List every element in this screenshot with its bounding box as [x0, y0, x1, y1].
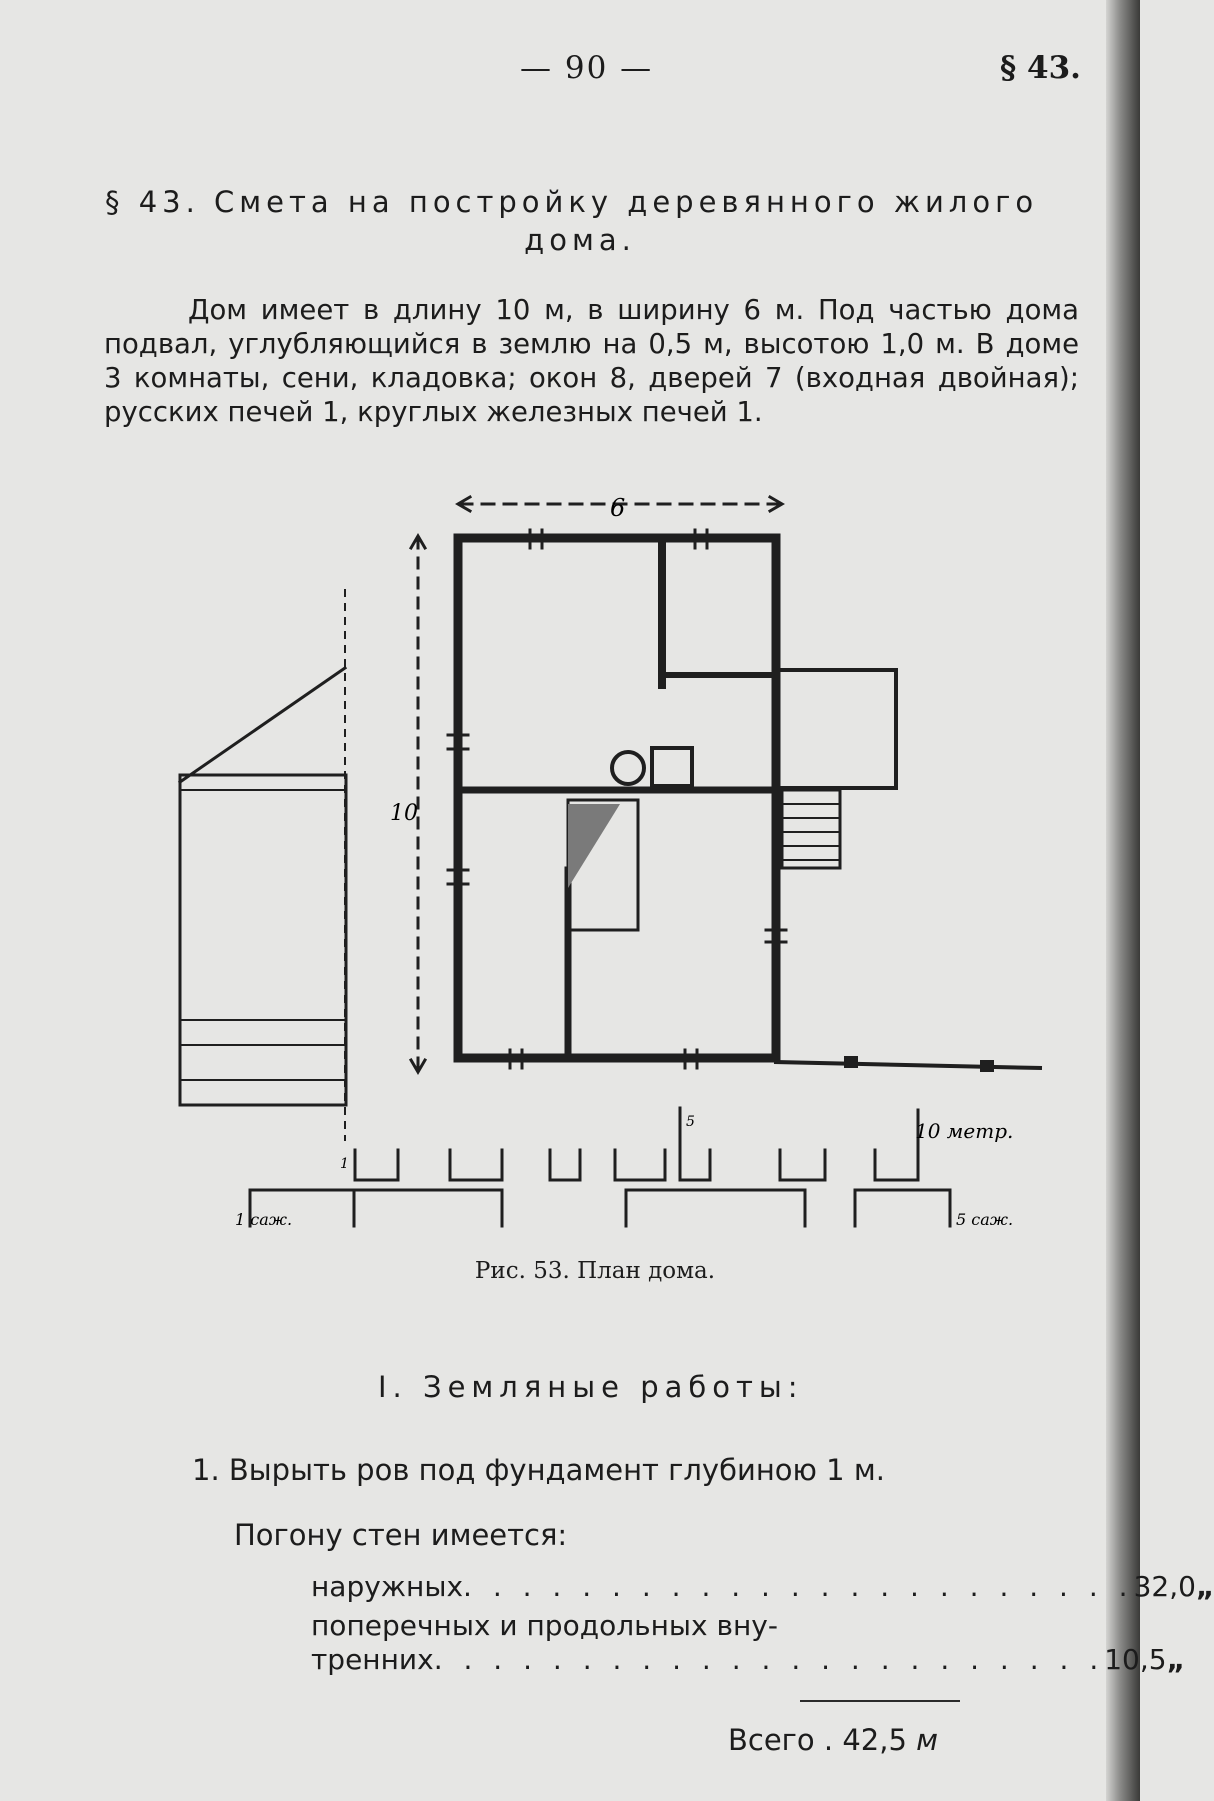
total-unit: м [916, 1723, 939, 1757]
house-plan-figure [150, 490, 1050, 1250]
elevation-wall [180, 775, 346, 1105]
stove-hatch [568, 804, 620, 888]
leader-dots: . . . . . . . . . . . . . . . . . . . . . . . [463, 1570, 1134, 1603]
section-mark: § 43. [1000, 50, 1081, 86]
earthwork-heading: I. Земляные работы: [378, 1370, 804, 1404]
scale-bottom-end: 5 саж. [956, 1210, 1014, 1229]
stair-steps [782, 804, 840, 860]
porch-stairs [782, 790, 840, 868]
row-unit: „ [1195, 1570, 1214, 1603]
section-title [105, 183, 1085, 259]
row-label: тренних [311, 1643, 434, 1676]
sum-divider [800, 1700, 960, 1702]
sazhen-scale-bar [250, 1190, 950, 1226]
leader-dots: . . . . . . . . . . . . . . . . . . . . . . . [433, 1643, 1105, 1676]
row-value: 10,5 [1104, 1643, 1167, 1676]
row-unit: „ [1166, 1643, 1185, 1676]
fence-line [776, 1062, 1040, 1068]
metric-scale-bar [355, 1108, 918, 1180]
table-row [311, 1643, 1185, 1676]
porch [776, 670, 896, 788]
width-label: 6 [610, 494, 626, 522]
elevation-roof [180, 668, 345, 782]
intro-paragraph: Дом имеет в длину 10 м, в ширину 6 м. Под частью дома подвал, углубляющийся в землю на 0,5 м, высотою 1,0 м. В доме 3 комнаты, сени, кладовка; окон 8, дверей 7 (входная двойная); русских печей 1, круглых железных печей 1. [104, 294, 1079, 428]
row-value: 32,0 [1133, 1570, 1196, 1603]
item-1-subheading: Погону стен имеется: [234, 1518, 568, 1552]
scale-top-end: 10 метр. [915, 1119, 1014, 1143]
total-row: Всего . 42,5 м [728, 1723, 939, 1757]
scale-bottom-start: 1 саж. [235, 1210, 293, 1229]
item-1: 1. Вырыть ров под фундамент глубиною 1 м. [192, 1453, 885, 1487]
page-edge-shadow [1106, 0, 1140, 1801]
round-iron-stove [612, 752, 644, 784]
row-label-line1: поперечных и продольных вну- [311, 1609, 778, 1642]
table-row [311, 1570, 1214, 1603]
elevation-logs [180, 790, 346, 1080]
total-value: 42,5 [842, 1723, 907, 1757]
scale-top-start: 1 [340, 1156, 349, 1172]
figure-caption: Рис. 53. План дома. [474, 1258, 716, 1284]
section-title-line2: дома. [524, 223, 636, 257]
page-number: — 90 — [520, 50, 654, 86]
total-label: Всего [728, 1723, 815, 1757]
scale-top-mid: 5 [686, 1114, 695, 1130]
outer-walls [458, 538, 776, 1058]
stove-box [652, 748, 692, 786]
length-label: 10 [390, 801, 418, 826]
section-title-line1: § 43. Смета на постройку деревянного жилого [105, 185, 1039, 219]
row-label: наружных [311, 1570, 464, 1603]
